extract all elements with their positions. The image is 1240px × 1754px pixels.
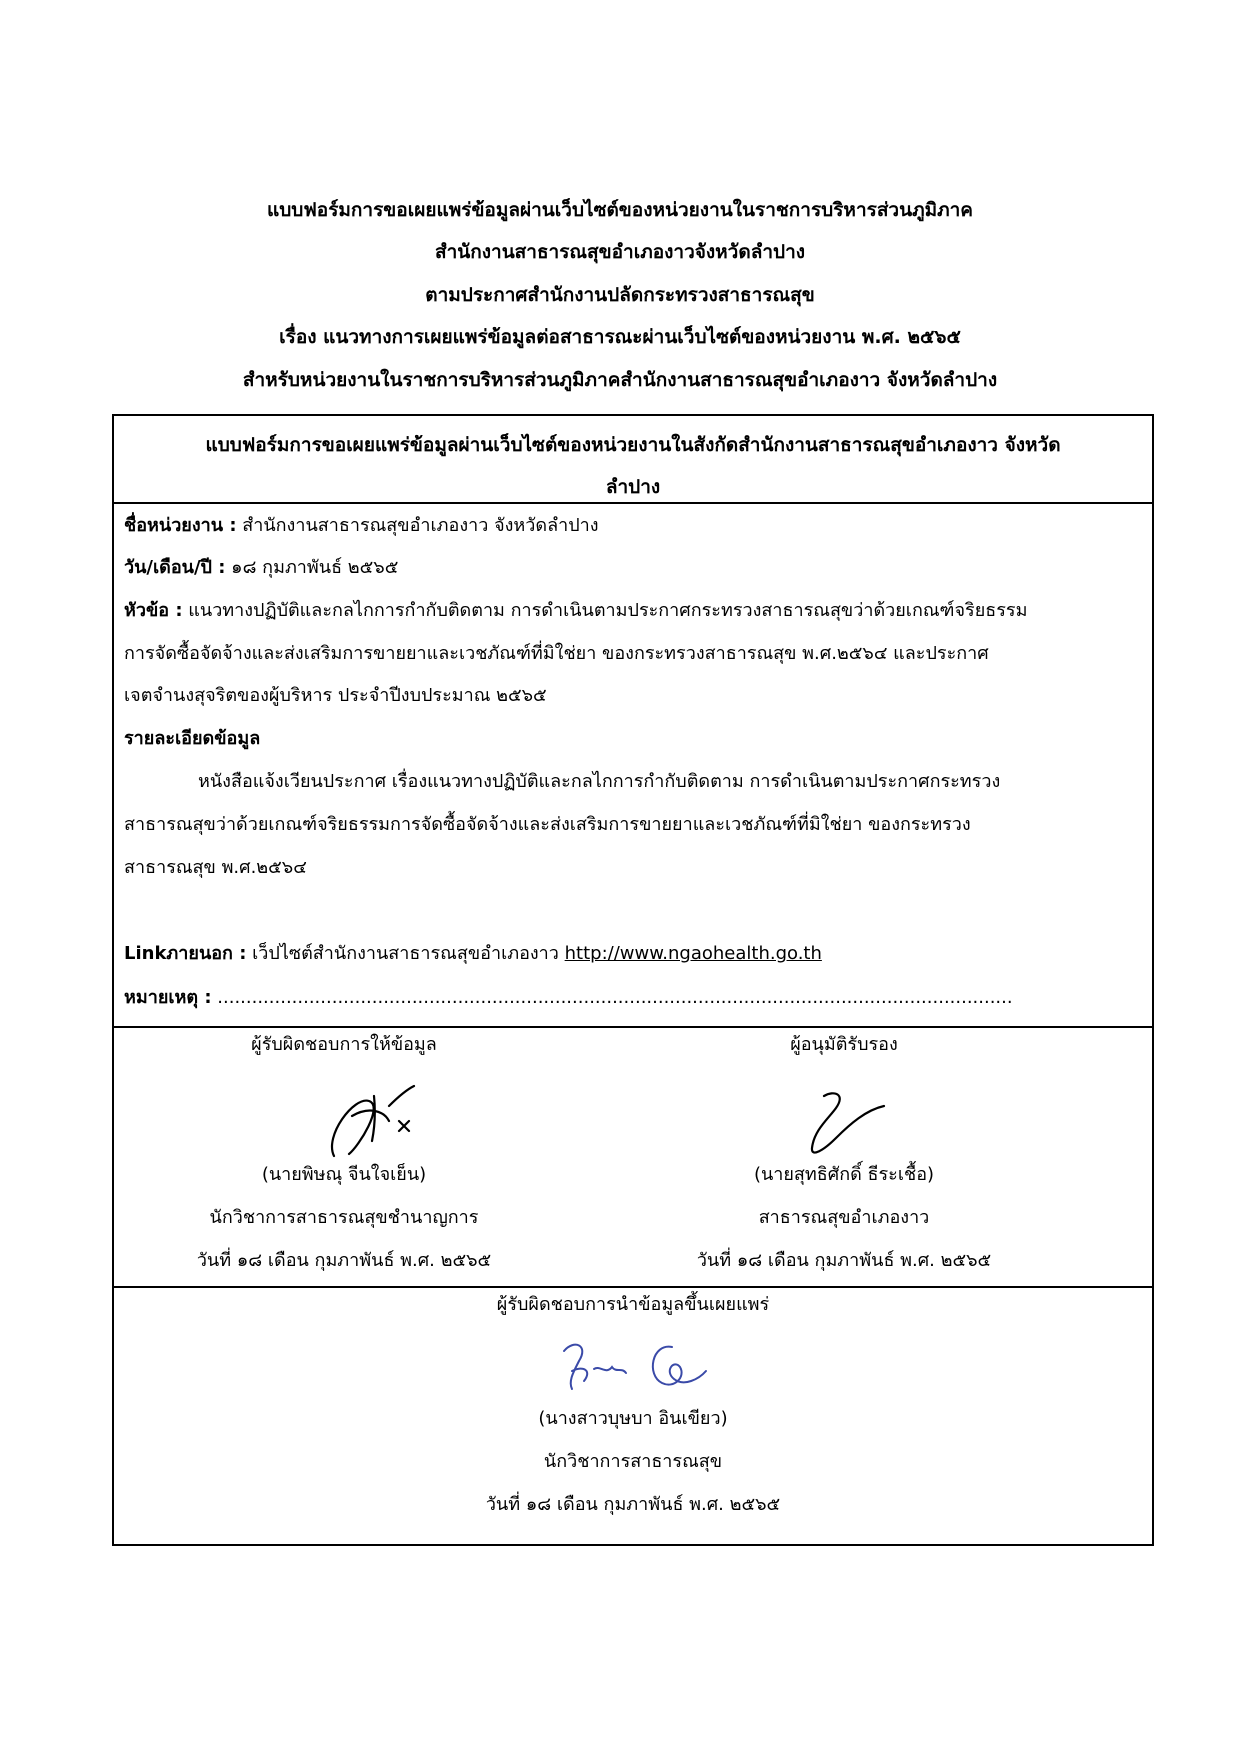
- divider-title: [114, 502, 1152, 504]
- link-text: เว็ปไซต์สำนักงานสาธารณสุขอำเภองาว: [246, 943, 565, 964]
- bottom-signature-icon: [554, 1331, 714, 1401]
- right-signer-role: ผู้อนุมัติรับรอง: [790, 1034, 898, 1055]
- date-row: [124, 556, 1142, 580]
- bottom-signer-role: ผู้รับผิดชอบการนำข้อมูลขึ้นเผยแพร่: [496, 1294, 770, 1315]
- right-signature-icon: [784, 1078, 894, 1168]
- form-box: [112, 414, 1154, 1546]
- bottom-signer-name: (นางสาวบุษบา อินเขียว): [538, 1408, 728, 1429]
- detail-heading: [124, 727, 1142, 751]
- header-line-1: แบบฟอร์มการขอเผยแพร่ข้อมูลผ่านเว็บไซต์ของหน่วยงานในราชการบริหารส่วนภูมิภาค: [266, 199, 974, 221]
- divider-publisher: [114, 1286, 1152, 1288]
- bottom-signer-position: นักวิชาการสาธารณสุข: [543, 1451, 723, 1472]
- detail-line-1: หนังสือแจ้งเวียนประกาศ เรื่องแนวทางปฏิบัติและกลไกการกำกับติดตาม การดำเนินตามประกาศกระทรวง: [198, 771, 1001, 792]
- left-signer-position: นักวิชาการสาธารณสุขชำนาญการ: [209, 1207, 479, 1228]
- left-signer-date: วันที่ ๑๘ เดือน กุมภาพันธ์ พ.ศ. ๒๕๖๕: [196, 1250, 492, 1271]
- form-title: [114, 424, 1152, 508]
- topic-line-1: แนวทางปฏิบัติและกลไกการกำกับติดตาม การดำเนินตามประกาศกระทรวงสาธารณสุขว่าด้วยเกณฑ์จริยธรรม: [182, 600, 1028, 621]
- divider-signers: [114, 1026, 1152, 1028]
- left-signer-name: (นายพิษณุ จีนใจเย็น): [261, 1164, 427, 1185]
- link-row: [124, 942, 1142, 966]
- left-signer-role: ผู้รับผิดชอบการให้ข้อมูล: [251, 1034, 437, 1055]
- form-title-line-2: ลำปาง: [605, 476, 661, 498]
- note-row: [124, 986, 1142, 1010]
- header-line-3: ตามประกาศสำนักงานปลัดกระทรวงสาธารณสุข: [425, 284, 815, 306]
- note-value: ...........................................................................................................................................: [211, 987, 1013, 1008]
- agency-value: สำนักงานสาธารณสุขอำเภองาว จังหวัดลำปาง: [236, 515, 599, 536]
- agency-label: ชื่อหน่วยงาน :: [124, 515, 237, 536]
- bottom-signer-date: วันที่ ๑๘ เดือน กุมภาพันธ์ พ.ศ. ๒๕๖๕: [485, 1494, 781, 1515]
- header-line-2: สำนักงานสาธารณสุขอำเภองาวจังหวัดลำปาง: [434, 241, 806, 263]
- topic-line-3: เจตจำนงสุจริตของผู้บริหาร ประจำปีงบประมาณ ๒๕๖๕: [124, 685, 547, 706]
- detail-line-3: สาธารณสุข พ.ศ.๒๕๖๔: [124, 857, 307, 878]
- form-title-line-1: แบบฟอร์มการขอเผยแพร่ข้อมูลผ่านเว็บไซต์ของหน่วยงานในสังกัดสำนักงานสาธารณสุขอำเภองาว จังหวัด: [205, 434, 1061, 456]
- link-label: Linkภายนอก :: [124, 943, 247, 964]
- right-signer-position: สาธารณสุขอำเภองาว: [758, 1207, 930, 1228]
- left-signature-icon: [314, 1076, 424, 1166]
- website-link[interactable]: http://www.ngaohealth.go.th: [564, 943, 822, 964]
- detail-label: รายละเอียดข้อมูล: [124, 728, 261, 749]
- date-value: ๑๘ กุมภาพันธ์ ๒๕๖๕: [225, 557, 399, 578]
- right-signer-name: (นายสุทธิศักดิ์ ธีระเชื้อ): [753, 1164, 935, 1185]
- date-label: วัน/เดือน/ปี :: [124, 557, 226, 578]
- topic-row: [124, 599, 1142, 623]
- header-line-4: เรื่อง แนวทางการเผยแพร่ข้อมูลต่อสาธารณะผ่านเว็บไซต์ของหน่วยงาน พ.ศ. ๒๕๖๕: [279, 326, 961, 348]
- topic-label: หัวข้อ :: [124, 600, 183, 621]
- topic-line-2: การจัดซื้อจัดจ้างและส่งเสริมการขายยาและเวชภัณฑ์ที่มิใช่ยา ของกระทรวงสาธารณสุข พ.ศ.๒๕๖๔ และประกาศ: [124, 643, 989, 664]
- note-label: หมายเหตุ :: [124, 987, 212, 1008]
- right-signer-date: วันที่ ๑๘ เดือน กุมภาพันธ์ พ.ศ. ๒๕๖๕: [696, 1250, 992, 1271]
- header-line-5: สำหรับหน่วยงานในราชการบริหารส่วนภูมิภาคสำนักงานสาธารณสุขอำเภองาว จังหวัดลำปาง: [242, 369, 998, 391]
- detail-line-2: สาธารณสุขว่าด้วยเกณฑ์จริยธรรมการจัดซื้อจัดจ้างและส่งเสริมการขายยาและเวชภัณฑ์ที่มิใช่ยา ของกระทรวง: [124, 814, 971, 835]
- agency-row: [124, 514, 1142, 538]
